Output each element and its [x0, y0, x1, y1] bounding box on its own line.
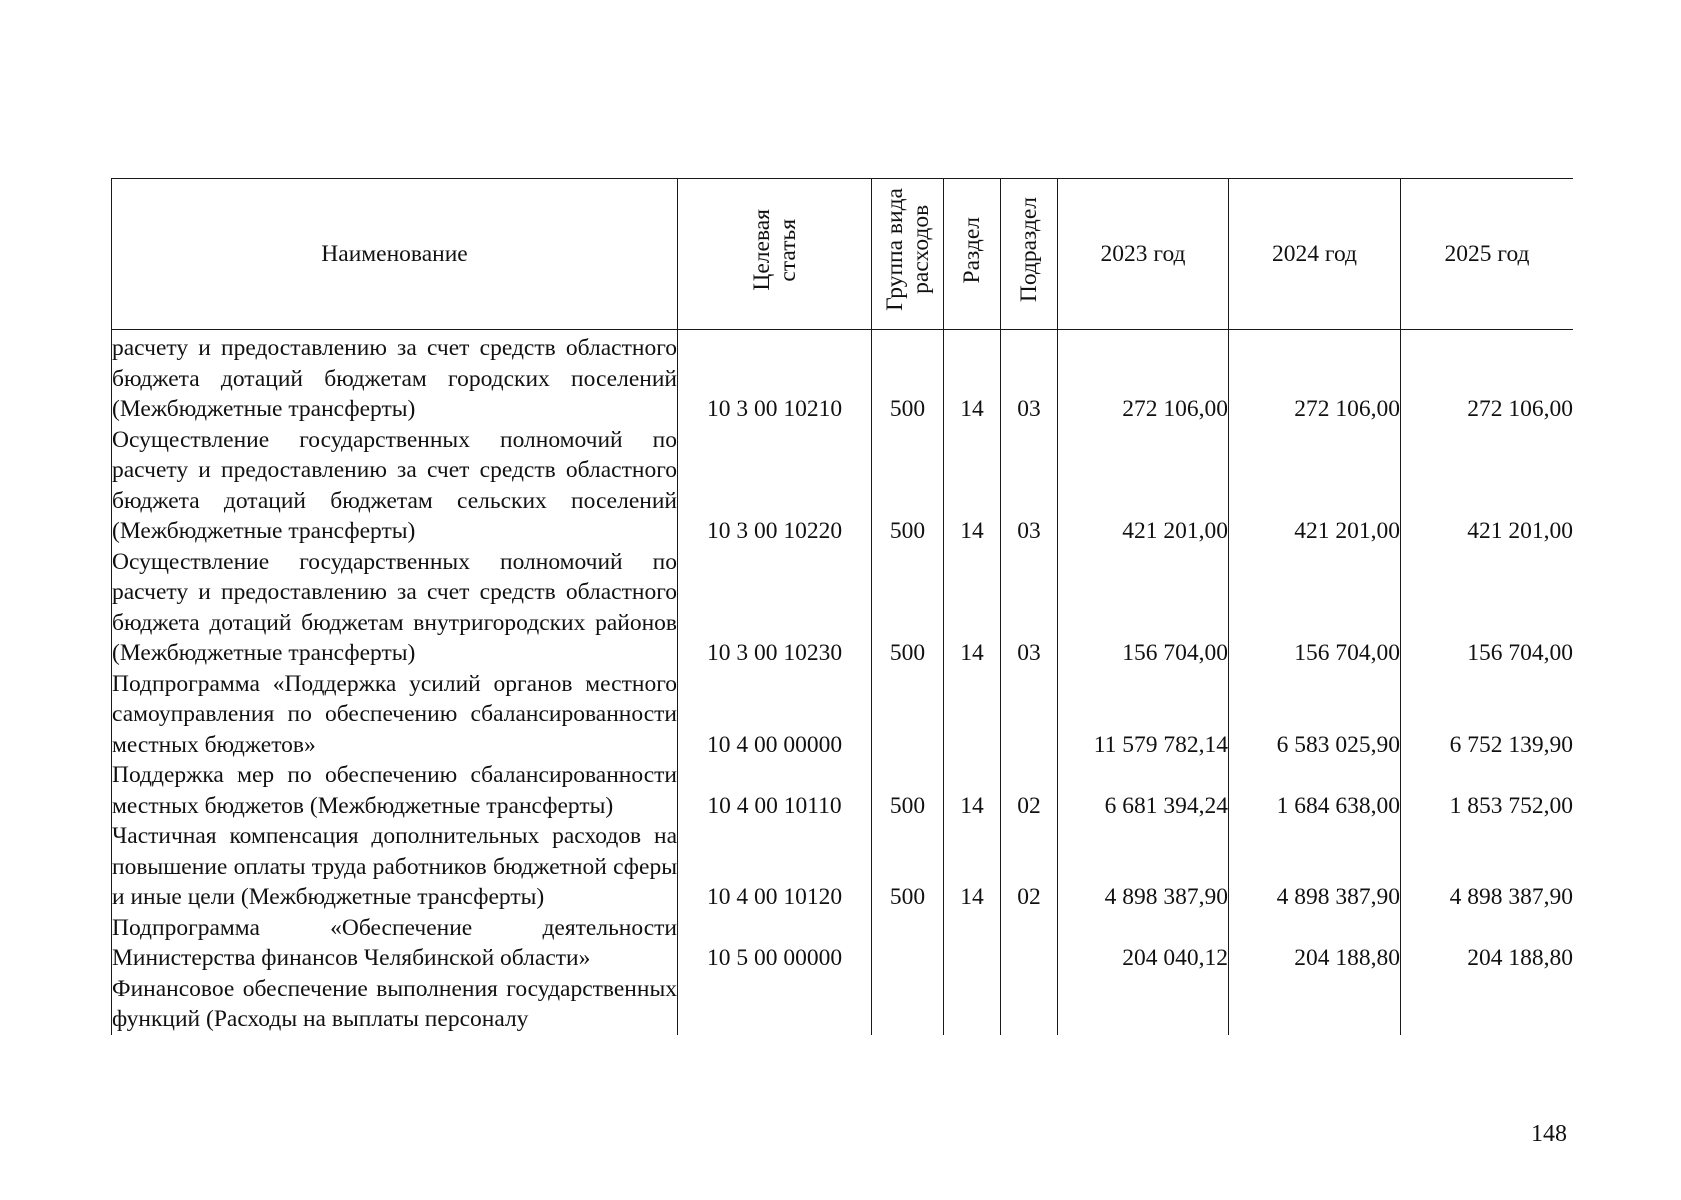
row-section [944, 669, 1001, 761]
row-2025-value [1401, 974, 1574, 1035]
row-subsection [1001, 669, 1058, 761]
row-expense-group: 500 [872, 425, 944, 547]
row-name: Подпрограмма «Обеспечение деятельности Министерства финансов Челябинской области» [112, 913, 678, 974]
row-2024-value: 272 106,00 [1229, 330, 1401, 425]
row-subsection: 03 [1001, 547, 1058, 669]
row-section [944, 974, 1001, 1035]
table-row [112, 669, 1574, 761]
header-2025-label: 2025 год [1444, 240, 1530, 267]
row-2023-value: 272 106,00 [1058, 330, 1229, 425]
header-section-label: Раздел [959, 216, 985, 283]
row-2024-value: 204 188,80 [1229, 913, 1401, 974]
row-section: 14 [944, 547, 1001, 669]
row-2024-value [1229, 974, 1401, 1035]
row-expense-group: 500 [872, 760, 944, 821]
header-2023 [1058, 179, 1229, 330]
row-subsection: 03 [1001, 425, 1058, 547]
table-row [112, 974, 1574, 1035]
row-expense-group: 500 [872, 547, 944, 669]
row-2025-value: 421 201,00 [1401, 425, 1574, 547]
row-2024-value: 156 704,00 [1229, 547, 1401, 669]
header-expense-group-label: Группа вида расходов [881, 188, 934, 312]
row-expense-group [872, 974, 944, 1035]
row-target-code: 10 4 00 10110 [678, 760, 872, 821]
row-2024-value: 4 898 387,90 [1229, 821, 1401, 913]
row-target-code: 10 3 00 10210 [678, 330, 872, 425]
header-name-label: Наименование [321, 240, 468, 267]
row-2023-value: 4 898 387,90 [1058, 821, 1229, 913]
row-name: расчету и предоставлению за счет средств областного бюджета дотаций бюджетам городских поселений (Межбюджетные трансферты) [112, 330, 678, 425]
row-2023-value: 6 681 394,24 [1058, 760, 1229, 821]
row-subsection [1001, 974, 1058, 1035]
row-2023-value: 11 579 782,14 [1058, 669, 1229, 761]
row-2024-value: 6 583 025,90 [1229, 669, 1401, 761]
row-section [944, 913, 1001, 974]
header-expense-group [872, 179, 944, 330]
header-subsection [1001, 179, 1058, 330]
row-subsection: 02 [1001, 821, 1058, 913]
header-target-label: Целевая статья [748, 208, 801, 291]
table-row [112, 760, 1574, 821]
row-target-code: 10 3 00 10230 [678, 547, 872, 669]
row-target-code [678, 974, 872, 1035]
row-2025-value: 204 188,80 [1401, 913, 1574, 974]
table-row [112, 425, 1574, 547]
row-2025-value: 1 853 752,00 [1401, 760, 1574, 821]
row-subsection: 02 [1001, 760, 1058, 821]
header-section [944, 179, 1001, 330]
row-2024-value: 421 201,00 [1229, 425, 1401, 547]
header-2024 [1229, 179, 1401, 330]
row-2025-value: 4 898 387,90 [1401, 821, 1574, 913]
row-name: Поддержка мер по обеспечению сбалансированности местных бюджетов (Межбюджетные трансферты) [112, 760, 678, 821]
row-target-code: 10 4 00 00000 [678, 669, 872, 761]
table-row [112, 821, 1574, 913]
header-2024-label: 2024 год [1272, 240, 1357, 267]
table-row [112, 913, 1574, 974]
row-expense-group: 500 [872, 821, 944, 913]
row-expense-group [872, 669, 944, 761]
row-expense-group: 500 [872, 330, 944, 425]
row-2023-value [1058, 974, 1229, 1035]
row-section: 14 [944, 821, 1001, 913]
row-2025-value: 272 106,00 [1401, 330, 1574, 425]
row-2023-value: 156 704,00 [1058, 547, 1229, 669]
header-name [112, 179, 678, 330]
row-section: 14 [944, 425, 1001, 547]
table-row [112, 547, 1574, 669]
budget-table [111, 178, 1573, 1035]
row-2024-value: 1 684 638,00 [1229, 760, 1401, 821]
row-2025-value: 156 704,00 [1401, 547, 1574, 669]
row-expense-group [872, 913, 944, 974]
row-subsection [1001, 913, 1058, 974]
header-2025 [1401, 179, 1574, 330]
row-target-code: 10 5 00 00000 [678, 913, 872, 974]
row-name: Осуществление государственных полномочий по расчету и предоставлению за счет средств областного бюджета дотаций бюджетам внутригородских районов (Межбюджетные трансферты) [112, 547, 678, 669]
row-name: Финансовое обеспечение выполнения государственных функций (Расходы на выплаты персоналу [112, 974, 678, 1035]
row-name: Осуществление государственных полномочий по расчету и предоставлению за счет средств областного бюджета дотаций бюджетам сельских поселений (Межбюджетные трансферты) [112, 425, 678, 547]
row-name: Частичная компенсация дополнительных расходов на повышение оплаты труда работников бюджетной сферы и иные цели (Межбюджетные трансферты) [112, 821, 678, 913]
page-number: 148 [1531, 1121, 1567, 1147]
header-2023-label: 2023 год [1100, 240, 1186, 267]
row-section: 14 [944, 330, 1001, 425]
row-2023-value: 204 040,12 [1058, 913, 1229, 974]
header-subsection-label: Подраздел [1016, 197, 1042, 303]
row-target-code: 10 4 00 10120 [678, 821, 872, 913]
row-2023-value: 421 201,00 [1058, 425, 1229, 547]
header-target-article [678, 179, 872, 330]
budget-table-container [111, 178, 1573, 1098]
row-target-code: 10 3 00 10220 [678, 425, 872, 547]
table-row [112, 330, 1574, 425]
row-section: 14 [944, 760, 1001, 821]
row-name: Подпрограмма «Поддержка усилий органов местного самоуправления по обеспечению сбалансированности местных бюджетов» [112, 669, 678, 761]
row-2025-value: 6 752 139,90 [1401, 669, 1574, 761]
table-header-row [112, 179, 1574, 330]
row-subsection: 03 [1001, 330, 1058, 425]
